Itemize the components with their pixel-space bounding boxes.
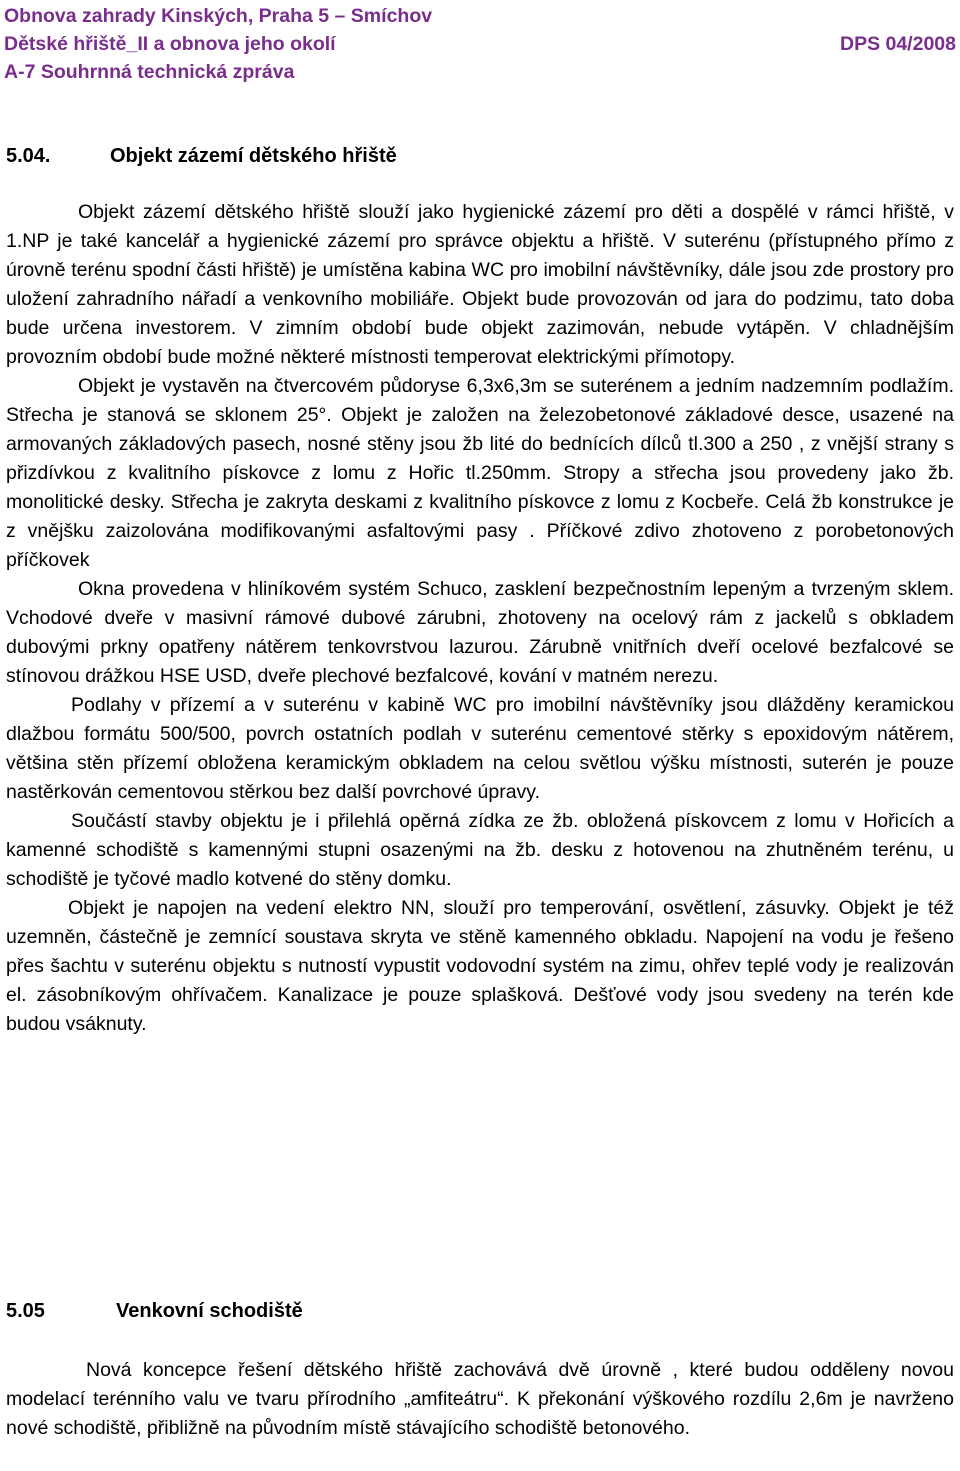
section-heading-5-05 xyxy=(6,1297,303,1325)
section-number: 5.05 xyxy=(6,1300,45,1322)
paragraph: Objekt je napojen na vedení elektro NN, slouží pro temperování, osvětlení, zásuvky. Objekt je též uzemněn, částečně je zemnící soustava skryta ve stěně kamenného obkladu. Napojení na vodu je řešeno přes šachtu v suterénu objektu s nutností vypustit vodovodní systém na zimu, ohřev teplé vody je realizován el. zásobníkovým ohřívačem. Kanalizace je pouze splašková. Dešťové vody jsou svedeny na terén kde budou vsáknuty. xyxy=(6,897,954,1035)
paragraph: Objekt je vystavěn na čtvercovém půdoryse 6,3x6,3m se suterénem a jedním nadzemním podlažím. Střecha je stanová se sklonem 25°. Objekt je založen na železobetonové základové desce, usazené na armovaných základových pasech, nosné stěny jsou žb lité do bednících dílců tl.300 a 250 , z vnější strany s přizdívkou z kvalitního pískovce z lomu z Hořic tl.250mm. Stropy a střecha jsou provedeny jako žb. monolitické desky. Střecha je zakryta deskami z kvalitního pískovce z lomu z Kocbeře. Celá žb konstrukce je z vnějšku zaizolována modifikovanými asfaltovými pasy . Příčkové zdivo zhotoveno z porobetonových příčkovek xyxy=(6,375,954,571)
project-title: Obnova zahrady Kinských, Praha 5 – Smíchov xyxy=(4,5,433,27)
section-body-5-05 xyxy=(6,1356,954,1443)
paragraph: Podlahy v přízemí a v suterénu v kabině WC pro imobilní návštěvníky jsou dlážděny keramickou dlažbou formátu 500/500, povrch ostatních podlah v suterénu cementové stěrky s epoxidovým nátěrem, většina stěn přízemí obložena keramickým obkladem na celou světlou výšku místnosti, suterén je pouze nastěrkován cementovou stěrkou bez další povrchové úpravy. xyxy=(6,694,954,803)
section-heading-5-04 xyxy=(6,142,397,170)
document-code: DPS 04/2008 xyxy=(839,33,956,55)
paragraph: Součástí stavby objektu je i přilehlá opěrná zídka ze žb. obložená pískovcem z lomu v Hořicích a kamenné schodiště s kamennými stupni osazenými na žb. desku z hotovenou na zhutněném terénu, u schodiště je tyčové madlo kotvené do stěny domku. xyxy=(6,810,954,890)
header-row-1 xyxy=(4,2,956,30)
document-header xyxy=(4,2,956,86)
section-body-5-04 xyxy=(6,198,954,1039)
document-name: A-7 Souhrnná technická zpráva xyxy=(4,61,295,83)
section-number: 5.04. xyxy=(6,145,51,167)
project-subtitle: Dětské hřiště_II a obnova jeho okolí xyxy=(4,33,336,55)
section-title: Objekt zázemí dětského hřiště xyxy=(110,145,397,167)
paragraph: Objekt zázemí dětského hřiště slouží jako hygienické zázemí pro děti a dospělé v rámci hřiště, v 1.NP je také kancelář a hygienické zázemí pro správce objektu a hřiště. V suterénu (přístupného přímo z úrovně terénu spodní části hřiště) je umístěna kabina WC pro imobilní návštěvníky, dále jsou zde prostory pro uložení zahradního nářadí a venkovního mobiliáře. Objekt bude provozován od jara do podzimu, tato doba bude určena investorem. V zimním období bude objekt zazimován, nebude vytápěn. V chladnějším provozním období bude možné některé místnosti temperovat elektrickými přímotopy. xyxy=(6,201,954,368)
header-row-2 xyxy=(4,30,956,58)
paragraph: Okna provedena v hliníkovém systém Schuco, zasklení bezpečnostním lepeným a tvrzeným sklem. Vchodové dveře v masivní rámové dubové zárubni, zhotoveny na ocelový rám z jackelů s obkladem dubovými prkny opatřeny nátěrem tenkovrstvou lazurou. Zárubně vnitřních dveří ocelové bezfalcové se stínovou drážkou HSE USD, dveře plechové bezfalcové, kování v matném nerezu. xyxy=(6,578,954,687)
section-title: Venkovní schodiště xyxy=(116,1300,303,1322)
paragraph: Nová koncepce řešení dětského hřiště zachovává dvě úrovně , které budou odděleny novou modelací terénního valu ve tvaru přírodního „amfiteátru“. K překonání výškového rozdílu 2,6m je navrženo nové schodiště, přibližně na původním místě stávajícího schodiště betonového. xyxy=(6,1359,954,1439)
header-row-3 xyxy=(4,58,956,86)
